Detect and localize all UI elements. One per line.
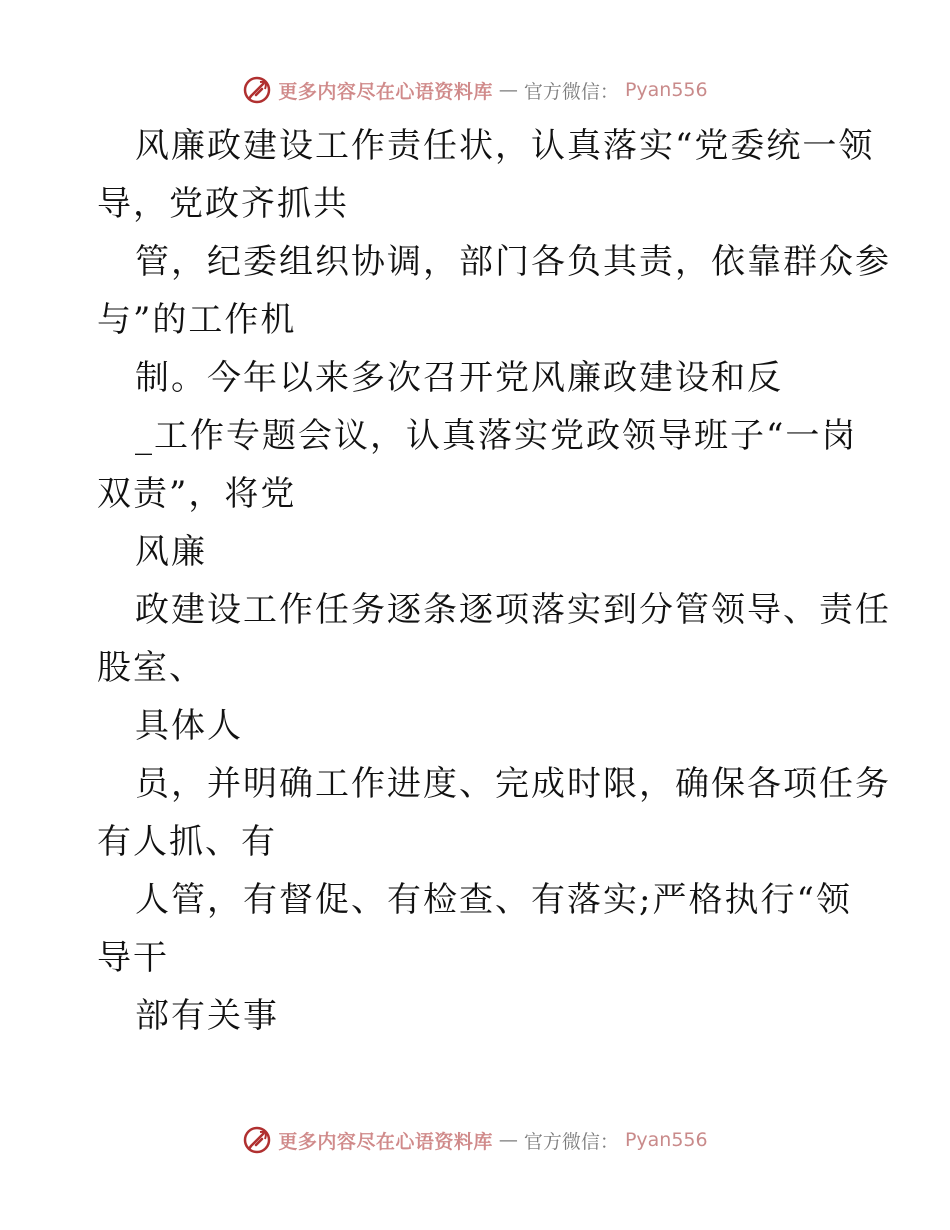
quill-logo-icon (242, 75, 272, 105)
text-line: 部有关事 (135, 996, 279, 1036)
text-line: 管，纪委组织协调，部门各负其责，依靠群众参 (135, 242, 891, 282)
text-line: 双责”，将党 (97, 474, 297, 514)
document-body (97, 117, 891, 1045)
watermark-contact-id: Pyan556 (624, 79, 708, 101)
text-line: 具体人 (135, 706, 243, 746)
text-line: 人管，有督促、有检查、有落实;严格执行“领 (135, 880, 852, 920)
watermark-main-text: 更多内容尽在心语资料库 (278, 1130, 493, 1153)
watermark-contact-label: 官方微信： (523, 80, 619, 103)
watermark-contact-id: Pyan556 (624, 1129, 708, 1151)
watermark-contact-label: 官方微信： (523, 1130, 619, 1153)
text-line: 制。今年以来多次召开党风廉政建设和反 (135, 358, 783, 398)
text-line: 政建设工作任务逐条逐项落实到分管领导、责任 (135, 590, 891, 630)
watermark-separator: — (498, 79, 518, 101)
footer-watermark (0, 1122, 950, 1158)
header-watermark (0, 72, 950, 108)
text-line: 风廉 (135, 532, 207, 572)
text-line: 与”的工作机 (97, 300, 297, 340)
text-line: 股室、 (97, 648, 205, 688)
text-line: 员，并明确工作进度、完成时限，确保各项任务 (135, 764, 891, 804)
text-line: 导，党政齐抓共 (97, 184, 349, 224)
text-line: 导干 (97, 938, 169, 978)
text-line: 风廉政建设工作责任状，认真落实“党委统一领 (135, 126, 875, 166)
watermark-separator: — (498, 1129, 518, 1151)
watermark-main-text: 更多内容尽在心语资料库 (278, 80, 493, 103)
text-line: 有人抓、有 (97, 822, 277, 862)
text-line: _工作专题会议，认真落实党政领导班子“一岗 (135, 416, 858, 456)
quill-logo-icon (242, 1125, 272, 1155)
